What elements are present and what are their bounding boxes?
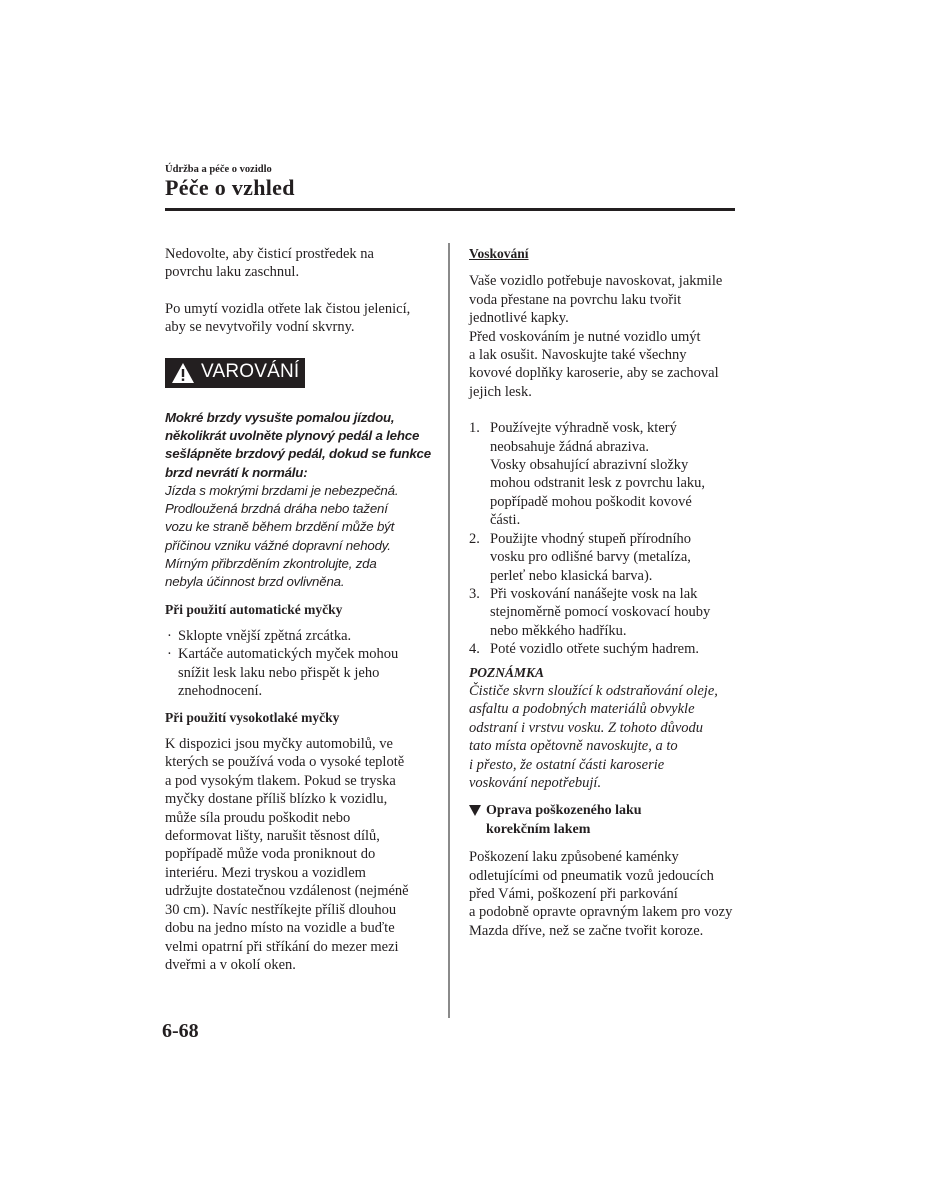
header-section-label: Údržba a péče o vozidlo (165, 164, 272, 175)
paragraph-detergent: Nedovolte, aby čisticí prostředek na povrchu laku zaschnul. (165, 246, 374, 281)
waxing-steps (469, 419, 737, 658)
list-item: · Sklopte vnější zpětná zrcátka. (167, 628, 352, 644)
repair-text: Poškození laku způsobené kaménky odletujícími od pneumatik vozů jedoucích před Vámi, poškození při parkování a podobně opravte opravným lakem pro vozy Mazda dříve, než se začne tvořit koroze. (469, 849, 733, 939)
left-column (165, 245, 431, 974)
warning-label: VAROVÁNÍ (201, 361, 300, 383)
list-item: 2. Použijte vhodný stupeň přírodního vosku pro odlišné barvy (metalíza, perleť nebo klasická barva). (469, 530, 691, 584)
repair-heading: Oprava poškozeného laku korekčním lakem (469, 802, 737, 839)
triangle-down-icon (469, 805, 481, 816)
list-item: 4. Poté vozidlo otřete suchým hadrem. (469, 641, 699, 658)
page-title: Péče o vzhled (165, 175, 295, 200)
warning-body-text: Jízda s mokrými brzdami je nebezpečná. Prodloužená brzdná dráha nebo tažení vozu ke straně během brzdění může být příčinou vzniku vážné dopravní nehody. Mírným přibrzděním zkontrolujte, zda nebyla účinnost brzd ovlivněna. (165, 482, 399, 590)
page-number: 6-68 (162, 1020, 199, 1042)
list-item: · Kartáče automatických myček mohou snížit lesk laku nebo přispět k jeho znehodnocení. (167, 646, 399, 700)
column-divider (448, 243, 450, 1018)
list-item: 1. Používejte výhradně vosk, který neobsahuje žádná abraziva. Vosky obsahující abrazivní složky mohou odstranit lesk z povrchu laku, popřípadě mohou poškodit kovové části. (469, 420, 706, 529)
header-rule (165, 208, 735, 211)
warning-triangle-icon (171, 362, 195, 384)
pressure-wash-heading: Při použití vysokotlaké myčky (165, 709, 340, 725)
auto-wash-heading: Při použití automatické myčky (165, 601, 343, 617)
note-heading: POZNÁMKA (469, 664, 545, 680)
paragraph-chamois: Po umytí vozidla otřete lak čistou jelenicí, aby se nevytvořily vodní skvrny. (165, 300, 411, 336)
warning-heading-text: Mokré brzdy vysušte pomalou jízdou, několikrát uvolněte plynový pedál a lehce sešlápněte brzdový pedál, dokud se funkce brzd nevrátí k normálu: (165, 409, 431, 480)
list-item: 3. Při voskování nanášejte vosk na lak stejnoměrně pomocí voskovací houby nebo měkkého hadříku. (469, 585, 711, 639)
right-column (469, 245, 737, 940)
note-text: Čističe skvrn sloužící k odstraňování oleje, asfaltu a podobných materiálů obvykle odstraní i vrstvu vosku. Z tohoto důvodu tato místa opětovně navoskujte, a to i přesto, že ostatní části karoserie voskování nepotřebují. (469, 682, 718, 791)
warning-banner (165, 358, 305, 388)
pressure-wash-text: K dispozici jsou myčky automobilů, ve kterých se používá voda o vysoké teplotě a pod vysokým tlakem. Pokud se tryska myčky dostane příliš blízko k vozidlu, může síla proudu poškodit nebo deformovat lišty, narušit těsnost dílů, popřípadě může voda proniknout do interiéru. Mezi tryskou a vozidlem udržujte dostatečnou vzdálenost (nejméně 30 cm). Navíc nestříkejte příliš dlouhou dobu na jedno místo na vozidle a buďte velmi opatrní při stříkání do mezer mezi dveřmi a v okolí oken. (165, 736, 409, 973)
waxing-intro: Vaše vozidlo potřebuje navoskovat, jakmile voda přestane na povrchu laku tvořit jednotlivé kapky. Před voskováním je nutné vozidlo umýt a lak osušit. Navoskujte také všechny kovové doplňky karoserie, aby se zachoval jejich lesk. (469, 273, 723, 400)
waxing-heading: Voskování (469, 246, 529, 261)
auto-wash-list (165, 627, 427, 701)
